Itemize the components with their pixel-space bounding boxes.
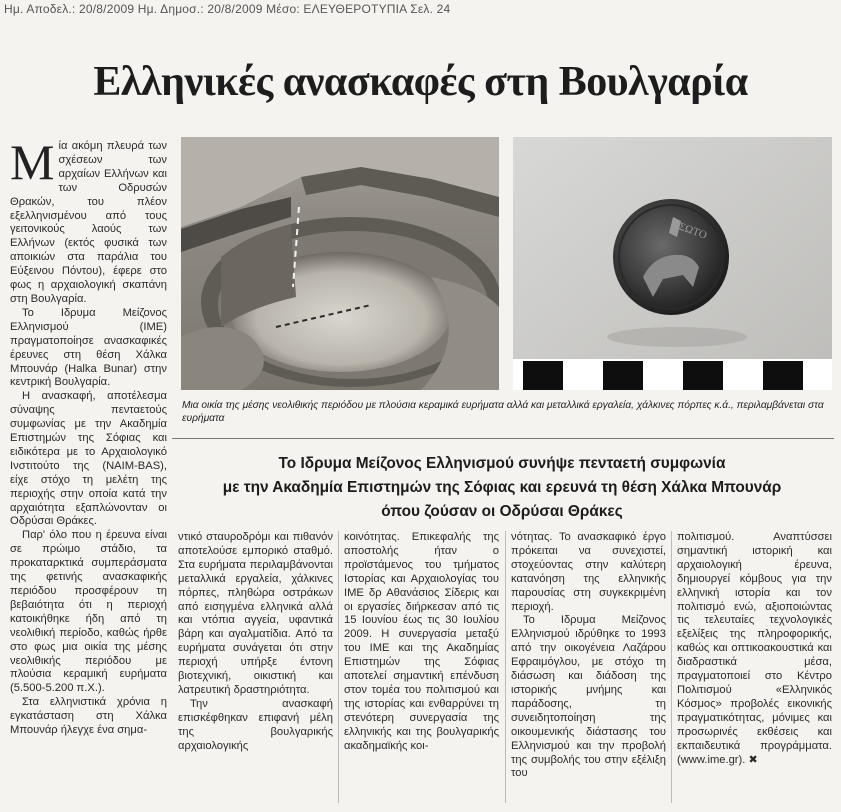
col4-paragraph-0: πολιτισμού. Αναπτύσσει σημαντική ιστορική και αρχαιολογική έρευνα, δημιουργεί κόμβους για την ελληνική ιστορία και τον πολιτισμό ενώ, αξιοποιώντας τις τελευταίες τεχνολογικές εξελίξεις της πληροφορικής, καθώς και οπτικοακουστικά και διαδραστικά μέσα, πραγματοποιεί στο Κέντρο Πολιτισμού «Ελληνικός Κόσμος» προβολές εικονικής πραγματικότητας, μόνιμες και προσωρινές εκθέσεις και εκπαιδευτικά προγράμματα. (www.ime.gr). ✖ xyxy=(677,531,832,766)
body-column-3 xyxy=(511,531,666,781)
excavation-image xyxy=(181,137,499,390)
deck-line-0: Το Ιδρυμα Μείζονος Ελληνισμού συνήψε πενταετή συμφωνία xyxy=(278,455,726,472)
left-column xyxy=(10,134,167,738)
left-paragraph-0 xyxy=(10,134,167,307)
article-deck xyxy=(172,452,832,524)
deck-top-rule xyxy=(172,438,834,439)
deck-line-1: με την Ακαδημία Επιστημών της Σόφιας και ερευνά τη θέση Χάλκα Μπουνάρ xyxy=(222,479,782,496)
col1-paragraph-0: ντικό σταυροδρόμι και πιθανόν αποτελούσε εμπορικό σταθμό. Στα ευρήματα περιλαμβάνονται μεταλλικά εργαλεία, χάλκινες πόρπες, πληθώρα οστράκων από εισηγμένα ελληνικά αλλά και ντόπια αγγεία, υφαντικά βάρη και αγαλματίδια. Από τα ευρήματα συνάγεται ότι στην περιοχή υπήρξε έντονη βιοτεχνική, οικιστική και λατρευτική δραστηριότητα. xyxy=(178,531,333,696)
left-paragraph-0-text: ία ακόμη πλευρά των σχέσεων των αρχαίων Ελλήνων και των Οδρυσών Θρακών, του πλέον εξελληνισμένου από τους γειτονικούς λαούς των Ελλήνων (εκτός φυσικά των αποικιών στα παράλια του Εύξεινου Πόντου), έφερε στο φως η αρχαιολογική σκαπάνη στη Βουλγαρία. xyxy=(10,140,167,305)
col1-paragraph-1: Την ανασκαφή επισκέφθηκαν επιφανή μέλη της βουλγαρικής αρχαιολογικής xyxy=(178,697,333,752)
body-column-2 xyxy=(344,531,499,754)
left-paragraph-3: Παρ' όλο που η έρευνα είναι σε πρώιμο στάδιο, τα προκαταρκτικά συμπεράσματα της φετινής ανασκαφικής περιόδου προσφέρουν τη βεβαιότητα ότι η περιοχή κατοικήθηκε ήδη από τη νεολιθική περίοδο, καθώς ήρθε στο φως μια οικία της μέσης νεολιθικής περιόδου με πλούσια κεραμική ευρήματα (5.500-5.200 π.Χ.). xyxy=(10,529,167,695)
clipping-metadata: Ημ. Αποδελ.: 20/8/2009 Ημ. Δημοσ.: 20/8/2009 Μέσο: ΕΛΕΥΘΕΡΟΤΥΠΙΑ Σελ. 24 xyxy=(4,2,451,16)
left-paragraph-2: Η ανασκαφή, αποτέλεσμα σύναψης πενταετούς συμφωνίας με την Ακαδημία Επιστημών της Σόφιας και ειδικότερα με το Αρχαιολογικό Ινστιτούτο της (NAIM-BAS), είχε στόχο τη μελέτη της περιοχής στην οποία κατά την αρχαιότητα εξαπλώνονταν οι Οδρύσαι Θράκες. xyxy=(10,390,167,528)
coin-photo xyxy=(513,137,832,390)
svg-text:ΣΩΤΟ: ΣΩΤΟ xyxy=(676,220,709,242)
deck-line-2: όπου ζούσαν οι Οδρύσαι Θράκες xyxy=(381,503,623,520)
drop-cap: Μ xyxy=(10,134,55,190)
col3-paragraph-0: νότητας. Το ανασκαφικό έργο πρόκειται να συνεχιστεί, στοχεύοντας στην καλύτερη κατανόηση της ελληνικής παρουσίας στη συγκεκριμένη περιοχή. xyxy=(511,531,666,613)
coin-image xyxy=(513,137,832,390)
col3-paragraph-1: Το Ιδρυμα Μείζονος Ελληνισμού ιδρύθηκε το 1993 από την οικογένεια Λαζάρου Εφραιμόγλου, με στόχο τη διάσωση και διάδοση της ιστορικής μνήμης και παράδοσης, τη συνειδητοποίηση της οικουμενικής διάστασης του Ελληνισμού και την προβολή της συμβολής του στην εξέλιξη του xyxy=(511,614,666,780)
column-divider-2 xyxy=(505,531,506,803)
excavation-photo xyxy=(181,137,499,390)
body-column-4 xyxy=(677,531,832,767)
column-divider-3 xyxy=(671,531,672,803)
photo-caption: Μια οικία της μέσης νεολιθικής περιόδου με πλούσια κεραμικά ευρήματα αλλά και μεταλλικά εργαλεία, χάλκινες πόρπες κ.ά., περιλαμβάνεται στα ευρήματα xyxy=(182,400,824,424)
body-column-1 xyxy=(178,531,333,754)
column-divider-1 xyxy=(338,531,339,803)
left-paragraph-4: Στα ελληνιστικά χρόνια η εγκατάσταση στη Χάλκα Μπουνάρ ήλεγχε ένα σημα- xyxy=(10,696,167,737)
article-headline: Ελληνικές ανασκαφές στη Βουλγαρία xyxy=(93,59,748,105)
left-paragraph-1: Το Ιδρυμα Μείζονος Ελληνισμού (ΙΜΕ) πραγματοποίησε ανασκαφικές έρευνες στη θέση Χάλκα Μπουνάρ (Halka Bunar) στην κεντρική Βουλγαρία. xyxy=(10,306,167,389)
col2-paragraph-0: κοινότητας. Επικεφαλής της αποστολής ήταν ο προϊστάμενος του τμήματος Ιστορίας και Αρχαιολογίας του ΙΜΕ δρ Αθανάσιος Σίδερις και οι εργασίες διήρκεσαν από τις 15 Ιουνίου έως τις 30 Ιουλίου 2009. Η συνεργασία μεταξύ του ΙΜΕ και της Ακαδημίας Επιστημών της Σόφιας αποτελεί σημαντική επένδυση στον τομέα του πολιτισμού και της ιστορίας και ενθαρρύνει τη στενότερη συνεργασία της ελληνικής και της βουλγαρικής ακαδημαϊκής κοι- xyxy=(344,531,499,752)
